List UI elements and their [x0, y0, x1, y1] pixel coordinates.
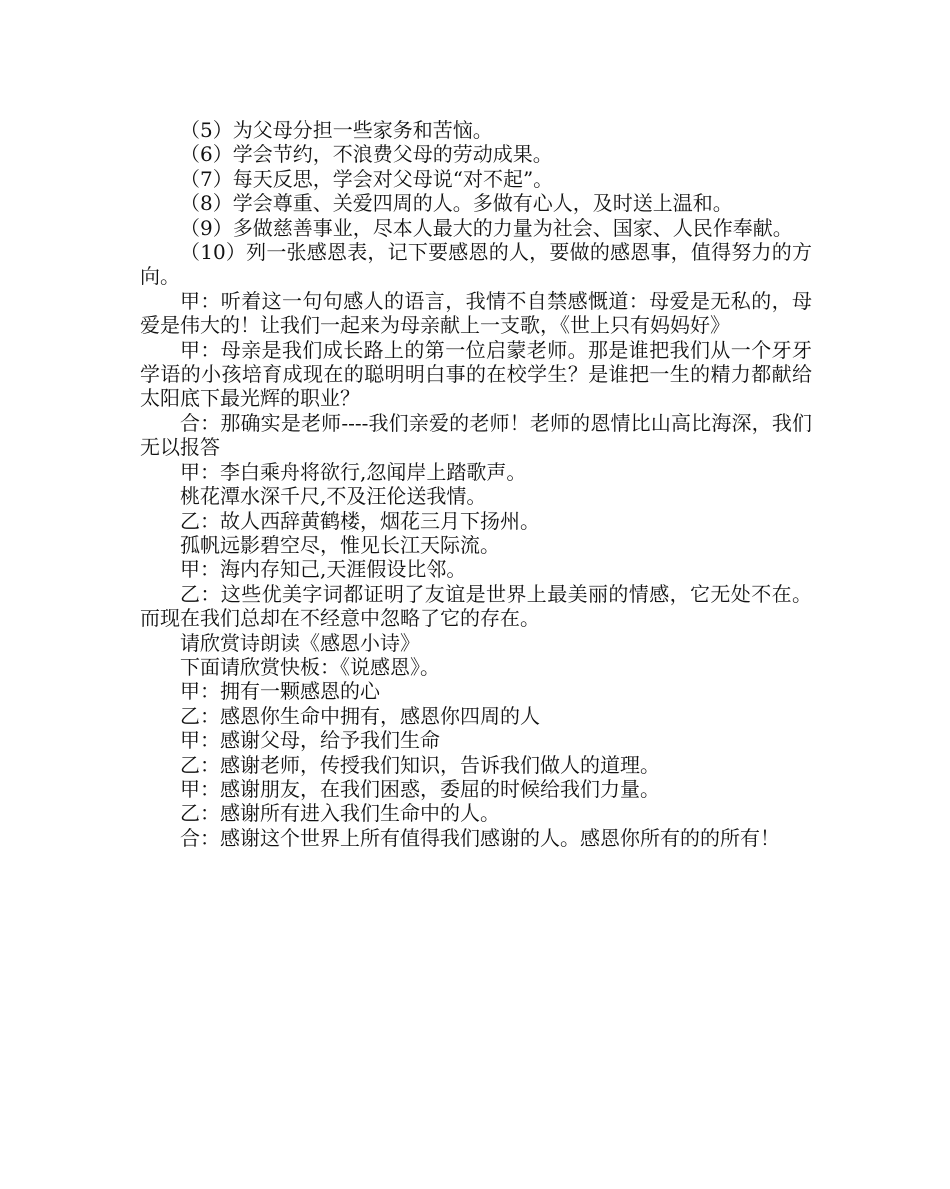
poem-line: 桃花潭水深千尺,不及汪伦送我情。 — [180, 484, 487, 509]
dialogue-line: 乙：故人西辞黄鹤楼，烟花三月下扬州。 — [180, 508, 540, 533]
dialogue-line: 甲：拥有一颗感恩的心 — [180, 679, 380, 704]
paragraph-item-6: （6）学会节约，不浪费父母的劳动成果。 — [180, 142, 553, 167]
paragraph-item-5: （5）为父母分担一些家务和苦恼。 — [180, 118, 493, 142]
dialogue-line: 乙：感谢所有进入我们生命中的人。 — [180, 801, 500, 826]
dialogue-line: 甲：李白乘舟将欲行,忽闻岸上踏歌声。 — [180, 459, 527, 484]
poem-line: 孤帆远影碧空尽，惟见长江天际流。 — [180, 532, 500, 557]
paragraph-item-8: （8）学会尊重、关爱四周的人。多做有心人，及时送上温和。 — [180, 191, 733, 216]
program-line: 请欣赏诗朗读《感恩小诗》 — [180, 630, 420, 655]
dialogue-line: 甲：听着这一句句感人的语言，我情不自禁感慨道：母爱是无私的，母爱是伟大的！让我们一起来为母亲献上一支歌，《世上只有妈妈好》 — [140, 288, 812, 338]
dialogue-line: 乙：这些优美字词都证明了友谊是世界上最美丽的情感，它无处不在。而现在我们总却在不经意中忽略了它的存在。 — [140, 581, 812, 631]
dialogue-line: 乙：感谢老师，传授我们知识，告诉我们做人的道理。 — [180, 752, 660, 777]
program-line: 下面请欣赏快板：《说感恩》。 — [180, 654, 440, 679]
document-body — [140, 118, 812, 850]
dialogue-line: 乙：感恩你生命中拥有，感恩你四周的人 — [180, 703, 540, 728]
paragraph-item-7: （7）每天反思，学会对父母说“对不起”。 — [180, 166, 554, 191]
dialogue-line: 合：那确实是老师----我们亲爱的老师！老师的恩情比山高比海深，我们无以报答 — [140, 410, 812, 460]
dialogue-line: 甲：感谢朋友，在我们困惑，委屈的时候给我们力量。 — [180, 776, 660, 801]
dialogue-line: 甲：感谢父母，给予我们生命 — [180, 728, 440, 753]
dialogue-line: 合：感谢这个世界上所有值得我们感谢的人。感恩你所有的的所有！ — [180, 825, 780, 850]
dialogue-line: 甲：母亲是我们成长路上的第一位启蒙老师。那是谁把我们从一个牙牙学语的小孩培育成现在的聪明明白事的在校学生？是谁把一生的精力都献给太阳底下最光辉的职业？ — [140, 337, 812, 411]
dialogue-line: 甲：海内存知己,天涯假设比邻。 — [180, 557, 467, 582]
paragraph-item-10: （10）列一张感恩表，记下要感恩的人，要做的感恩事，值得努力的方向。 — [140, 240, 812, 289]
paragraph-item-9: （9）多做慈善事业，尽本人最大的力量为社会、国家、人民作奉献。 — [180, 215, 793, 240]
